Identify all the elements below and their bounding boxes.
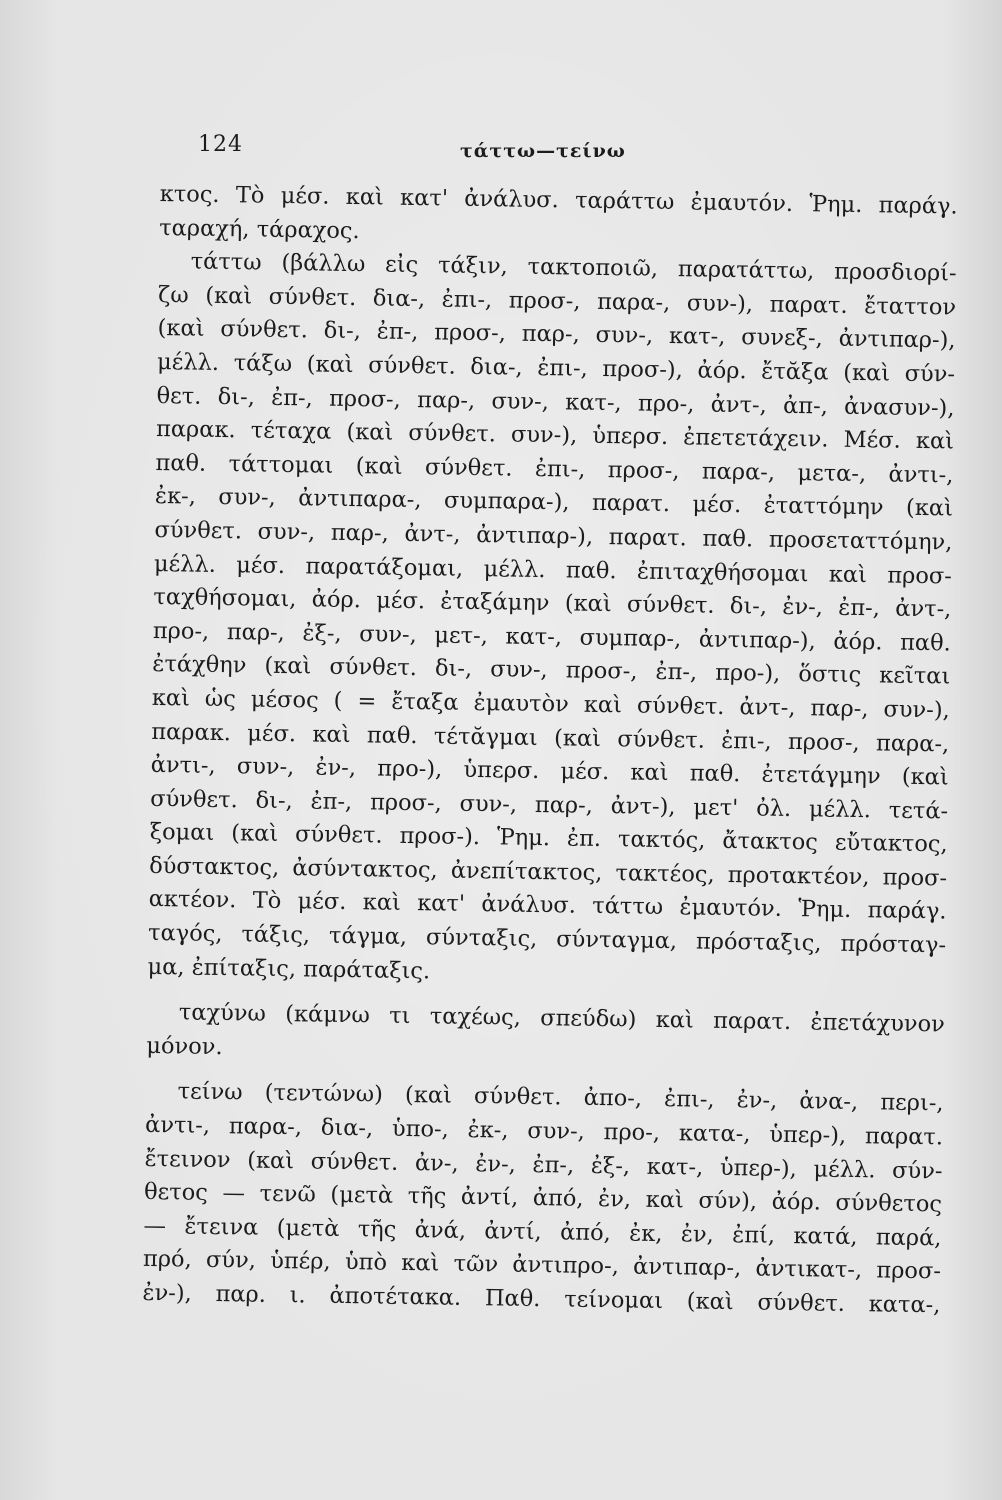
text-line: (καὶ σύνθετ. δι-, ἐπ-, προσ-, παρ-, συν-, κατ-, συνεξ-, ἀντιπαρ-), — [157, 315, 956, 354]
text-line: ταραχή, τάραχος. — [159, 214, 360, 244]
text-line: ταχύνω (κάμνω τι ταχέως, σπεύδω) καὶ παρατ. ἐπετάχυνον — [178, 999, 946, 1038]
text-line: ακτέον. Τὸ μέσ. καὶ κατ' ἀνάλυσ. τάττω ἐμαυτόν. Ῥημ. παράγ. — [148, 886, 947, 925]
text-line: μόνον. — [146, 1032, 223, 1060]
text-line: ἔτεινον (καὶ σύνθετ. ἀν-, ἐν-, ἐπ-, ἐξ-, κατ-, ὑπερ-), μέλλ. σύν- — [144, 1145, 943, 1185]
text-line: κτος. Τὸ μέσ. καὶ κατ' ἀνάλυσ. ταράττω ἐμαυτόν. Ῥημ. παράγ. — [159, 180, 958, 220]
text-line: σύνθετ. συν-, παρ-, ἀντ-, ἀντιπαρ-), παρατ. παθ. προσεταττόμην, — [154, 516, 953, 556]
text-line: τείνω (τεντώνω) (καὶ σύνθετ. ἀπο-, ἐπι-, ἐν-, ἀνα-, περι-, — [177, 1078, 944, 1117]
text-line: ξομαι (καὶ σύνθετ. προσ-). Ῥημ. ἐπ. τακτός, ἄτακτος εὔτακτος, — [149, 819, 948, 858]
text-line: — ἔτεινα (μετὰ τῆς ἀνά, ἀντί, ἀπό, ἐκ, ἐν, ἐπί, κατά, παρά, — [143, 1212, 942, 1252]
text-line: ἐν-), παρ. ι. ἀποτέτακα. Παθ. τείνομαι (καὶ σύνθετ. κατα-, — [142, 1279, 941, 1319]
text-line: ζω (καὶ σύνθετ. δια-, ἐπι-, προσ-, παρα-, συν-), παρατ. ἔταττον — [157, 281, 957, 321]
page-number: 124 — [198, 132, 243, 157]
running-head: τάττω—τείνω — [460, 140, 626, 162]
text-line: δύστακτος, ἀσύντακτος, ἀνεπίτακτος, τακτέος, προτακτέον, προσ- — [148, 852, 948, 892]
text-line: παθ. τάττομαι (καὶ σύνθετ. ἐπι-, προσ-, παρα-, μετα-, ἀντι-, — [155, 449, 954, 489]
text-line: τάττω (βάλλω εἰς τάξιν, τακτοποιῶ, παρατάττω, προσδιορί- — [190, 248, 957, 287]
page-header — [198, 132, 838, 172]
text-line: θετος — τενῶ (μετὰ τῆς ἀντί, ἀπό, ἐν, καὶ σύν), ἀόρ. σύνθετος — [143, 1179, 943, 1218]
text-line: ταχθήσομαι, ἀόρ. μέσ. ἐταξάμην (καὶ σύνθετ. δι-, ἐν-, ἐπ-, ἀντ-, — [153, 584, 952, 623]
text-line: καὶ ὡς μέσος ( = ἔταξα ἐμαυτὸν καὶ σύνθετ. ἀντ-, παρ-, συν-), — [151, 684, 950, 724]
text-line: μέλλ. μέσ. παρατάξομαι, μέλλ. παθ. ἐπιταχθήσομαι καὶ προσ- — [153, 550, 953, 590]
text-line: παρακ. μέσ. καὶ παθ. τέτᾰγμαι (καὶ σύνθετ. ἐπι-, προσ-, παρα-, — [151, 718, 950, 757]
text-line: παρακ. τέταχα (καὶ σύνθετ. συν-), ὑπερσ. ἐπετετάχειν. Μέσ. καὶ — [155, 416, 955, 455]
text-line: ταγός, τάξις, τάγμα, σύνταξις, σύνταγμα, πρόσταξις, πρόσταγ- — [147, 919, 947, 959]
text-line: προ-, παρ-, ἐξ-, συν-, μετ-, κατ-, συμπαρ-, ἀντιπαρ-), ἀόρ. παθ. — [152, 617, 951, 657]
text-line: σύνθετ. δι-, ἐπ-, προσ-, συν-, παρ-, ἀντ-), μετ' ὀλ. μέλλ. τετά- — [150, 785, 949, 825]
text-line: πρό, σύν, ὑπέρ, ὑπὸ καὶ τῶν ἀντιπρο-, ἀντιπαρ-, ἀντικατ-, προσ- — [142, 1246, 942, 1285]
text-line: μα, ἐπίταξις, παράταξις. — [147, 953, 431, 984]
text-line: ἀντι-, συν-, ἐν-, προ-), ὑπερσ. μέσ. καὶ παθ. ἐτετάγμην (καὶ — [150, 752, 949, 791]
text-line: μέλλ. τάξω (καὶ σύνθετ. δια-, ἐπι-, προσ-), ἀόρ. ἔτᾰξα (καὶ σύν- — [156, 348, 956, 388]
text-line: θετ. δι-, ἐπ-, προσ-, παρ-, συν-, κατ-, προ-, ἀντ-, ἀπ-, ἀνασυν-), — [156, 382, 955, 422]
text-line: ἐτάχθην (καὶ σύνθετ. δι-, συν-, προσ-, ἐπ-, προ-), ὅστις κεῖται — [152, 651, 951, 690]
text-line: ἀντι-, παρα-, δια-, ὑπο-, ἐκ-, συν-, προ-, κατα-, ὑπερ-), παρατ. — [144, 1111, 944, 1151]
text-line: ἐκ-, συν-, ἀντιπαρα-, συμπαρα-), παρατ. μέσ. ἐταττόμην (καὶ — [154, 483, 954, 522]
dictionary-text-body — [141, 178, 958, 1390]
